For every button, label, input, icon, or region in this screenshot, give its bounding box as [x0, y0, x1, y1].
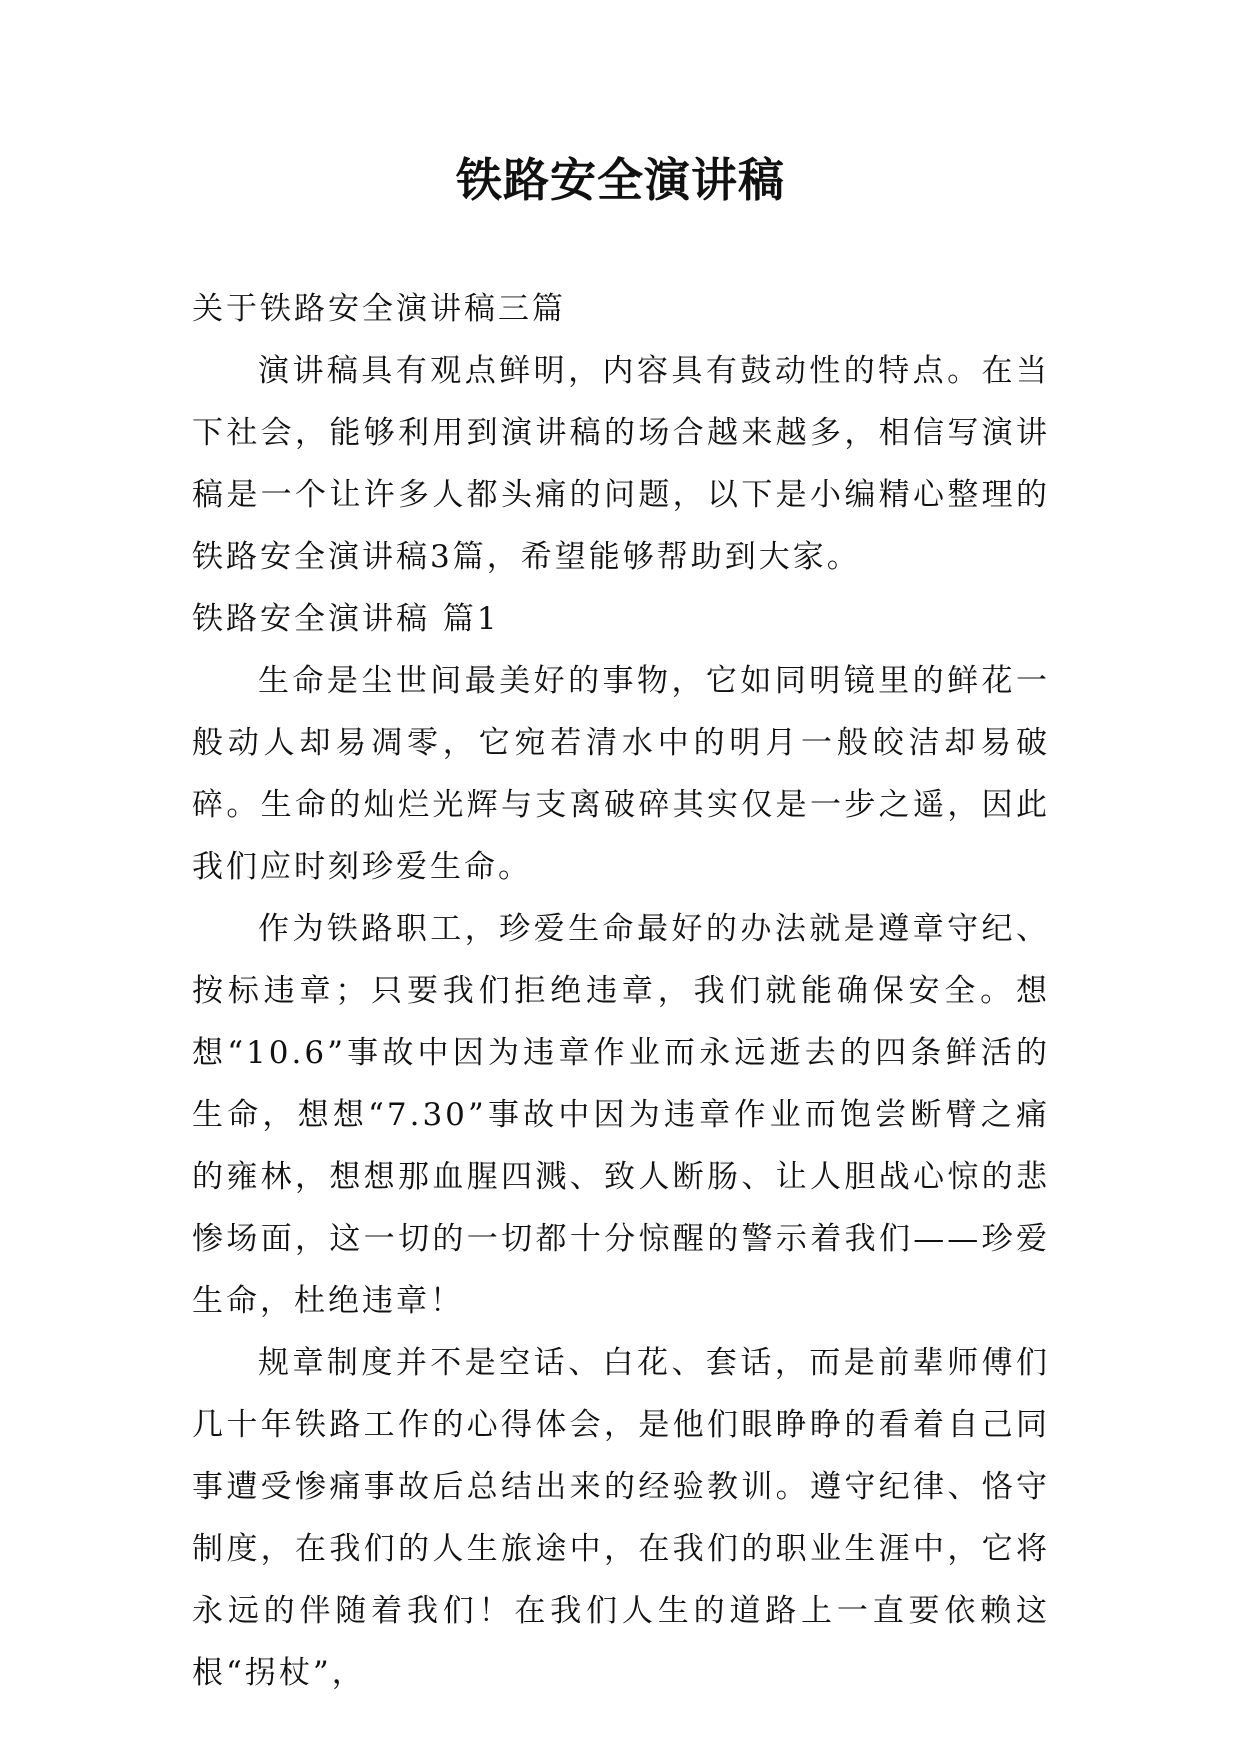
- body-paragraph-3: 规章制度并不是空话、白花、套话，而是前辈师傅们几十年铁路工作的心得体会，是他们眼睁睁的看着自己同事遭受惨痛事故后总结出来的经验教训。遵守纪律、恪守制度，在我们的人生旅途中，在我们的职业生涯中，它将永远的伴随着我们！在我们人生的道路上一直要依赖这根“拐杖”，: [192, 1345, 1050, 1691]
- document-body: [192, 278, 1050, 1704]
- document-title: 铁路安全演讲稿: [456, 153, 785, 207]
- body-paragraph-1: 生命是尘世间最美好的事物，它如同明镜里的鲜花一般动人却易凋零，它宛若清水中的明月一般皎洁却易破碎。生命的灿烂光辉与支离破碎其实仅是一步之遥，因此我们应时刻珍爱生命。: [192, 663, 1050, 885]
- body-paragraph-2: 作为铁路职工，珍爱生命最好的办法就是遵章守纪、按标违章；只要我们拒绝违章，我们就能确保安全。想想“10.6”事故中因为违章作业而永远逝去的四条鲜活的生命，想想“7.30”事故中因为违章作业而饱尝断臂之痛的雍林，想想那血腥四溅、致人断肠、让人胆战心惊的悲惨场面，这一切的一切都十分惊醒的警示着我们——珍爱生命，杜绝违章！: [192, 911, 1050, 1319]
- intro-paragraph: 演讲稿具有观点鲜明，内容具有鼓动性的特点。在当下社会，能够利用到演讲稿的场合越来越多，相信写演讲稿是一个让许多人都头痛的问题，以下是小编精心整理的铁路安全演讲稿3篇，希望能够帮助到大家。: [192, 353, 1050, 575]
- section-heading: 铁路安全演讲稿 篇1: [192, 601, 500, 637]
- document-subtitle: 关于铁路安全演讲稿三篇: [192, 291, 566, 327]
